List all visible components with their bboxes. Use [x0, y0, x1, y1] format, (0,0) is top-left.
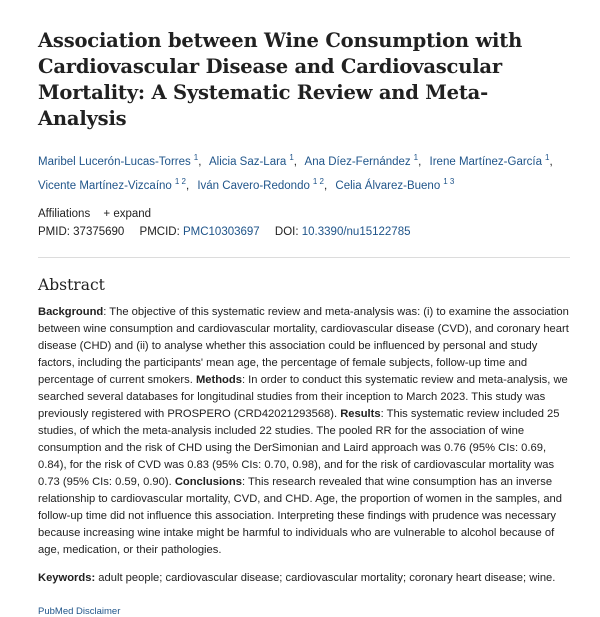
- doi-label: DOI:: [274, 225, 299, 238]
- identifiers-row: [38, 223, 570, 241]
- author-link[interactable]: Iván Cavero-Redondo $^{1 2}$: [197, 176, 324, 192]
- conclusions-label: Conclusions: [174, 475, 242, 488]
- author-link[interactable]: Vicente Martínez-Vizcaíno $^{1 2}$: [38, 176, 186, 192]
- author-link[interactable]: Celia Álvarez-Bueno $^{1 3}$: [335, 176, 455, 192]
- pmid-label: PMID:: [38, 225, 70, 238]
- keywords-text: adult people; cardiovascular disease; cardiovascular mortality; coronary heart disease; wine.: [95, 571, 556, 584]
- pmcid-label: PMCID:: [139, 225, 180, 238]
- abstract-text: Background: The objective of this systematic review and meta-analysis was: (i) to examine the association between wine consumption and cardiovascular mortality, cardiovascular disease (CVD), and coronary heart disease (CHD) and (ii) to analyse whether this association could be influenced by personal and study factors, including the participants' mean age, the percentage of female subjects, follow-up time and percentage of current smokers. Methods: In order to conduct this systematic review and meta-analysis, we searched several databases for longitudinal studies from their inception to March 2023. This study was previously registered with PROSPERO (CRD42021293568). Results: This systematic review included 25 studies, of which the meta-analysis included 22 studies. The pooled RR for the association of wine consumption and the risk of CHD using the DerSimonian and Laird approach was 0.76 (95% CIs: 0.69, 0.84), for the risk of CVD was 0.83 (95% CIs: 0.70, 0.98), and for the risk of cardiovascular mortality was 0.73 (95% CIs: 0.59, 0.90). Conclusions: This research revealed that wine consumption has an inverse relationship to cardiovascular mortality, CVD, and CHD. Age, the proportion of women in the samples, and follow-up time did not influence this association. Interpreting these findings with prudence was necessary because increasing wine intake might be harmful to individuals who are vulnerable to alcohol because of age, medication, or their pathologies.: [38, 305, 569, 556]
- doi-link[interactable]: 10.3390/nu15122785: [301, 225, 411, 238]
- affiliations-row: [38, 205, 570, 223]
- divider: [38, 257, 570, 258]
- methods-label: Methods: [195, 373, 242, 386]
- pmcid-link[interactable]: PMC10303697: [182, 225, 260, 238]
- keywords-label: Keywords:: [38, 571, 96, 584]
- author-link[interactable]: Ana Díez-Fernández $^1$: [304, 153, 419, 168]
- keywords: [38, 570, 570, 587]
- author-link[interactable]: Alicia Saz-Lara $^1$: [208, 153, 294, 168]
- abstract-heading: Abstract: [38, 275, 105, 294]
- expand-affiliations-button[interactable]: + expand: [103, 207, 152, 220]
- affiliations-label: Affiliations: [38, 207, 91, 220]
- pmid-value: 37375690: [73, 225, 125, 238]
- article-title: Association between Wine Consumption with Cardiovascular Disease and Cardiovascular Mortality: A Systematic Review and Meta-Analysis: [38, 29, 523, 130]
- author-link[interactable]: Irene Martínez-García $^1$: [429, 153, 550, 168]
- background-label: Background: [38, 305, 104, 318]
- pubmed-disclaimer-link[interactable]: PubMed Disclaimer: [38, 605, 121, 617]
- results-label: Results: [340, 407, 381, 420]
- author-link[interactable]: Maribel Lucerón-Lucas-Torres $^1$: [38, 153, 199, 168]
- author-list: Maribel Lucerón-Lucas-Torres $^1$, Alicia Saz-Lara $^1$, Ana Díez-Fernández $^1$, Irene Martínez-García $^1$, Vicente Martínez-Vizcaíno $^{1 2}$, Iván Cavero-Redondo $^{1 2}$, Celia Álvarez-Bueno $^{1 3}$: [38, 153, 553, 192]
